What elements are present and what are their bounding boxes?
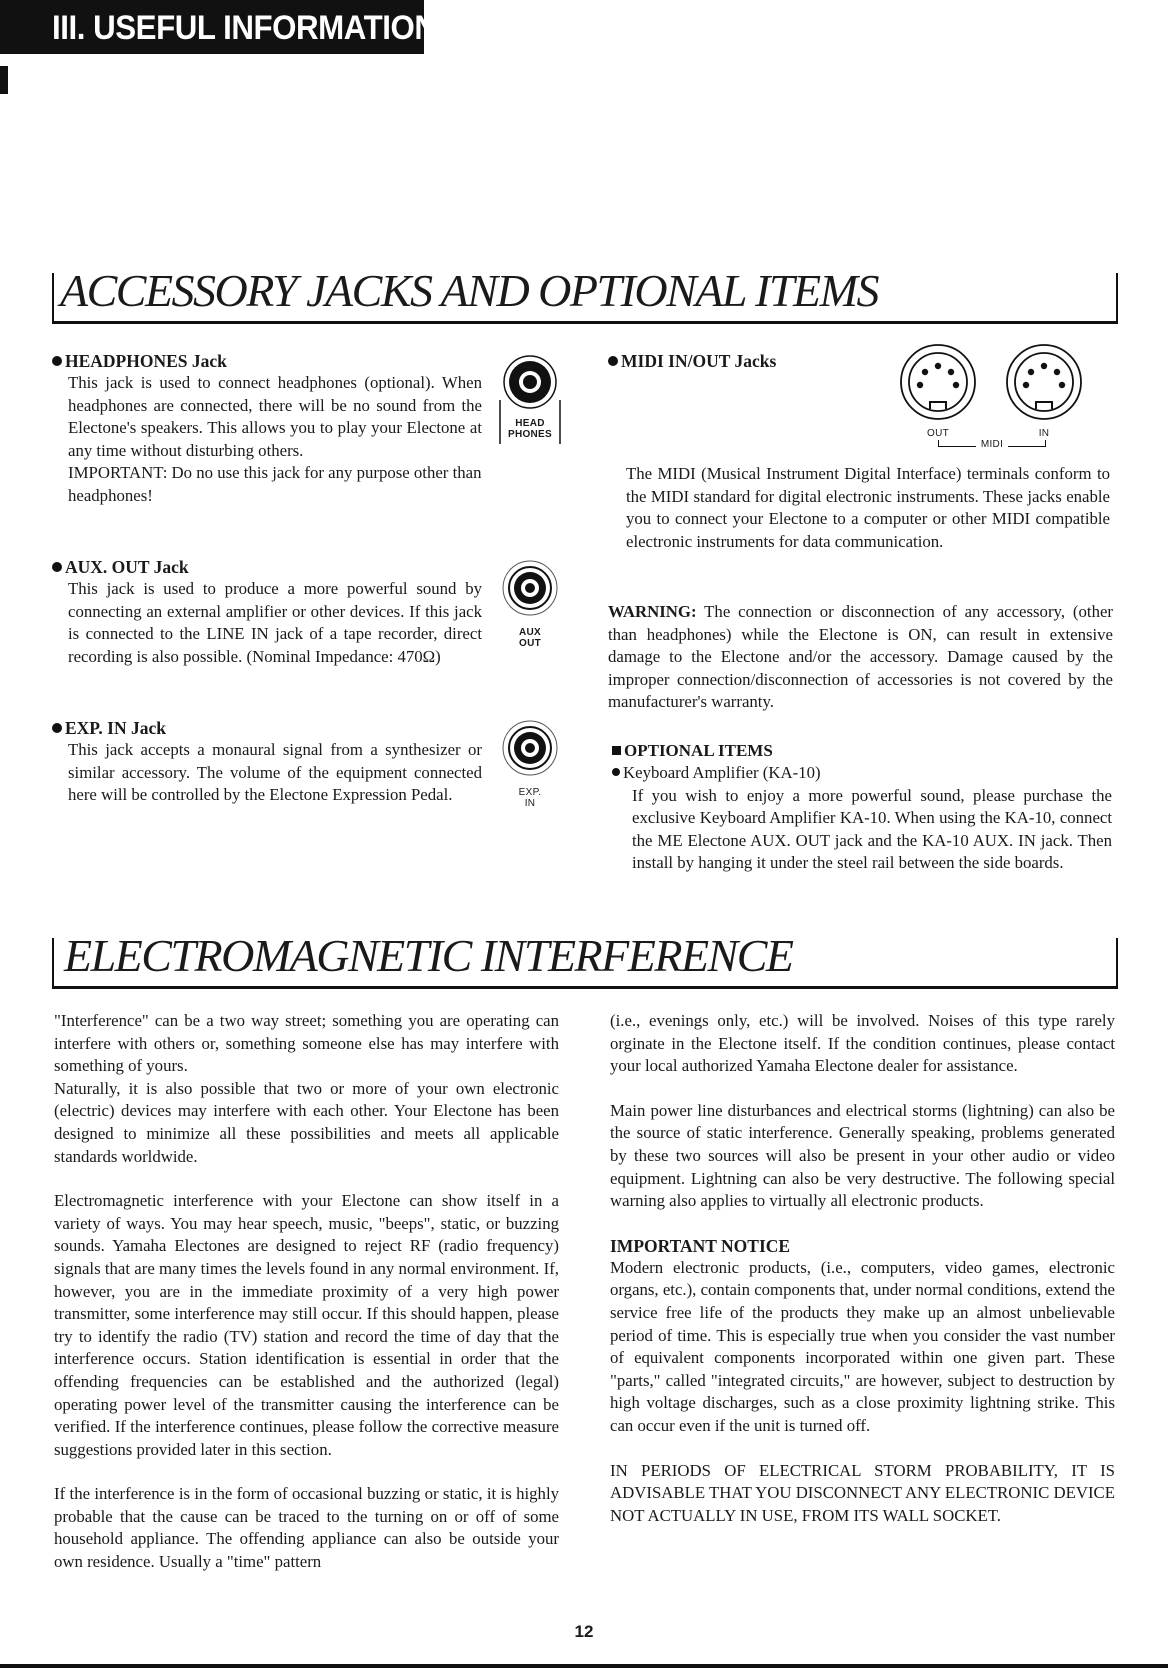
page-number: 12 <box>574 1622 594 1641</box>
emi-left-para-1: "Interference" can be a two way street; something you are operating can interfere with others or, something someone else has may interfere with something of yours. <box>54 1011 559 1076</box>
midi-in-label: IN <box>1038 428 1050 439</box>
warning-block <box>608 601 1113 714</box>
midi-bracket-label: MIDI <box>976 439 1008 450</box>
midi-jacks <box>898 342 1084 454</box>
headphones-body: This jack is used to connect headphones (optional). When headphones are connected, there will be no sound from the Electone's speakers. This allows you to play your Electone at any time without disturbing others. <box>68 373 482 460</box>
exp-in-jack-label: EXP. IN <box>518 787 542 809</box>
midi-jacks-icon <box>898 342 1084 434</box>
header-marker <box>0 66 8 94</box>
aux-out-jack-label: AUX OUT <box>518 627 541 649</box>
headphones-jack-label: HEAD PHONES <box>507 418 553 440</box>
footer-rule <box>0 1664 1168 1668</box>
important-notice-body: Modern electronic products, (i.e., computers, video games, electronic organs, etc.), contain components that, under normal conditions, extend the service free life of the products they make up an almost unbelievable period of time. This is especially true when you consider the vast number of equivalent components incorporated within one given part. These "parts," called "integrated circuits," are however, subject to destruction by high voltage discharges, such as a close proximity lightning strike. This can occur even if the unit is turned off. <box>610 1257 1115 1435</box>
headphones-important: IMPORTANT: Do no use this jack for any purpose other than headphones! <box>68 463 482 505</box>
emi-right-para-2: Main power line disturbances and electrical storms (lightning) can also be the source of static interference. Generally speaking, problems generated by these two sources will also be present in your other audio or video equipment. Lightning can also be very destructive. The following special warning also applies to virtually all electronic products. <box>610 1100 1115 1211</box>
accessory-section-title: ACCESSORY JACKS AND OPTIONAL ITEMS <box>60 265 878 316</box>
warning-text <box>608 601 1113 714</box>
emi-right-column <box>610 1010 1115 1527</box>
emi-left-para-2: Naturally, it is also possible that two or more of your own electronic (electric) devices may interfere with each other. Your Electone has been designed to minimize all these possibilities and meets all applicable standards worldwide. <box>54 1078 559 1166</box>
exp-in-jack <box>500 718 560 810</box>
headphones-block <box>52 350 482 508</box>
aux-out-heading: AUX. OUT Jack <box>52 556 482 578</box>
warning-body: The connection or disconnection of any accessory, (other than headphones) while the Electone is ON, can result in extensive damage to the Electone and/or the accessory. Damage caused by the improper connection/disconnection of accessories is not covered by the manufacturer's warranty. <box>608 602 1113 712</box>
headphones-jack <box>498 352 562 446</box>
midi-heading-wrap <box>608 350 776 372</box>
aux-out-jack-icon <box>500 558 560 618</box>
caps-notice: IN PERIODS OF ELECTRICAL STORM PROBABILITY, IT IS ADVISABLE THAT YOU DISCONNECT ANY ELECTRONIC DEVICE NOT ACTUALLY IN USE, FROM ITS WALL SOCKET. <box>610 1460 1115 1525</box>
exp-in-block <box>52 717 482 807</box>
exp-in-heading: EXP. IN Jack <box>52 717 482 739</box>
headphones-heading: HEADPHONES Jack <box>52 350 482 372</box>
midi-body-wrap <box>626 463 1110 553</box>
chapter-title: III. USEFUL INFORMATION <box>52 9 437 47</box>
aux-out-body: This jack is used to produce a more powerful sound by connecting an external amplifier or other devices. If this jack is connected to the LINE IN jack of a tape recorder, direct recording is also possible. (Nominal Impedance: 470Ω) <box>68 579 482 666</box>
midi-out-label: OUT <box>926 428 949 439</box>
midi-body: The MIDI (Musical Instrument Digital Interface) terminals conform to the MIDI standard for digital electronic instruments. These jacks enable you to connect your Electone to a computer or other MIDI compatible electronic instruments for data communication. <box>626 464 1110 551</box>
chapter-header <box>0 0 437 54</box>
exp-in-body: This jack accepts a monaural signal from a synthesizer or similar accessory. The volume of the equipment connected here will be controlled by the Electone Expression Pedal. <box>68 740 482 805</box>
optional-item: Keyboard Amplifier (KA-10) <box>612 762 1112 785</box>
exp-in-jack-icon <box>500 718 560 778</box>
optional-body: If you wish to enjoy a more powerful sound, please purchase the exclusive Keyboard Amplifier KA-10. When using the KA-10, connect the ME Electone AUX. OUT jack and the KA-10 AUX. IN jack. Then install by hanging it under the steel rail between the side boards. <box>632 785 1112 873</box>
emi-left-para-4: If the interference is in the form of occasional buzzing or static, it is highly probable that the cause can be traced to the turning on or off of some household appliance. The offending appliance can also be outside your own residence. Usually a "time" pattern <box>54 1484 559 1572</box>
warning-label: WARNING: <box>608 602 697 621</box>
important-notice-heading: IMPORTANT NOTICE <box>610 1235 791 1256</box>
optional-block <box>612 740 1112 875</box>
midi-heading: MIDI IN/OUT Jacks <box>608 350 776 372</box>
aux-out-jack <box>500 558 560 650</box>
aux-out-block <box>52 556 482 668</box>
emi-section-title: ELECTROMAGNETIC INTERFERENCE <box>64 930 793 981</box>
emi-left-para-3: Electromagnetic interference with your Electone can show itself in a variety of ways. You may hear speech, music, "beeps", static, or buzzing sounds. Yamaha Electones are designed to reject RF (radio frequency) signals that are many times the levels found in any normal environment. If, however, you are in the immediate proximity of a very high power transmitter, some interference may still occur. If this should happen, please try to identify the radio (TV) station and record the time of day that the interference occurs. Station identification is essential in order that the offending frequencies can be established and the authorized (legal) operating power level of the transmitter causing the interference can be verified. If the interference continues, please follow the corrective measure suggestions provided later in this section. <box>54 1191 559 1459</box>
optional-heading: OPTIONAL ITEMS <box>612 740 1112 762</box>
emi-right-para-1: (i.e., evenings only, etc.) will be involved. Noises of this type rarely orginate in the Electone itself. If the condition continues, please contact your local authorized Yamaha Electone dealer for assistance. <box>610 1011 1115 1076</box>
emi-left-column <box>54 1010 559 1574</box>
